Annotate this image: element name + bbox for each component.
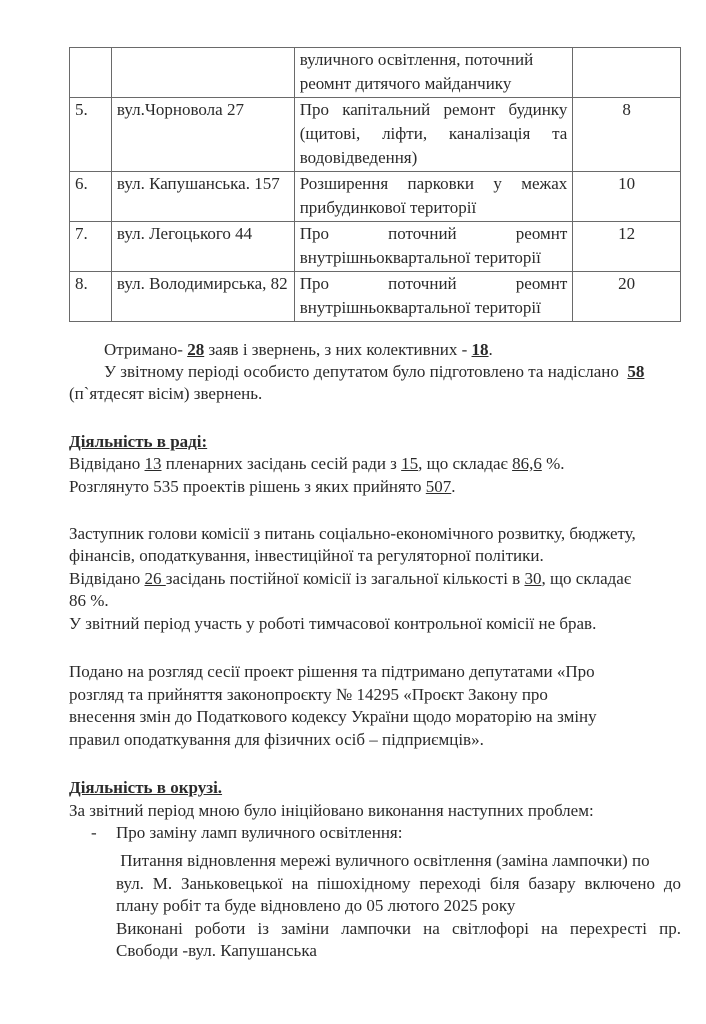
table-row (70, 172, 681, 222)
table-row (70, 98, 681, 172)
row-address (111, 48, 294, 98)
bullet-title: Про заміну ламп вуличного освітлення: (116, 823, 403, 842)
row-address: вул. Капушанська. 157 (111, 172, 294, 222)
row-count: 20 (573, 272, 681, 322)
role-line-1: Заступник голови комісії з питань соціально-економічного розвитку, бюджету, (69, 524, 636, 543)
received-total: 28 (187, 340, 205, 359)
table-row (70, 222, 681, 272)
row-topic: вуличного освітлення, поточний реомнт дитячого майданчику (294, 48, 573, 98)
sessions-attended-line: Відвідано 13 пленарних засідань сесій ради з 15, що складає 86,6 %. (69, 454, 565, 473)
row-number: 5. (70, 98, 112, 172)
row-number (70, 48, 112, 98)
bill-line-1: Подано на розгляд сесії проект рішення та підтримано депутатами «Про (69, 662, 595, 681)
row-topic: Про поточний реомнт внутрішньоквартальної території (294, 222, 573, 272)
received-collective: 18 (471, 340, 489, 359)
lighting-para-line-1: Питання відновлення мережі вуличного освітлення (заміна лампочки) по (116, 851, 650, 870)
row-address: вул.Чорновола 27 (111, 98, 294, 172)
council-heading: Діяльність в раді: (69, 432, 208, 451)
commission-attended-line: Відвідано 26 засідань постійної комісії із загальної кількості в 30, що складає (69, 569, 632, 588)
appeals-sent-line: У звітному періоді особисто депутатом було підготовлено та надіслано 58 (104, 362, 645, 381)
row-number: 8. (70, 272, 112, 322)
temp-commission-line: У звітний період участь у роботі тимчасової контрольної комісії не брав. (69, 614, 597, 633)
row-address: вул. Легоцького 44 (111, 222, 294, 272)
traffic-light-line-2: Свободи -вул. Капушанська (116, 941, 317, 960)
appeals-table (69, 47, 681, 322)
row-count: 10 (573, 172, 681, 222)
bill-line-4: правил оподаткування для фізичних осіб – підприємців». (69, 730, 484, 749)
bullet-dash: - (91, 823, 97, 842)
lighting-para-line-2: вул. М. Заньковецької на пішохідному переході біля базару включено до (116, 874, 681, 893)
row-number: 6. (70, 172, 112, 222)
row-count: 8 (573, 98, 681, 172)
table-row (70, 48, 681, 98)
role-line-2: фінансів, оподаткування, інвестиційної та регуляторної політики. (69, 546, 544, 565)
bill-line-2: розгляд та прийняття законопроєкту № 14295 «Проєкт Закону про (69, 685, 548, 704)
appeals-sent-line-2: (п`ятдесят вісім) звернень. (69, 384, 263, 403)
commission-percent: 86 %. (69, 591, 109, 610)
lighting-para-line-3: плану робіт та буде відновлено до 05 лютого 2025 року (116, 896, 516, 915)
row-address: вул. Володимирська, 82 (111, 272, 294, 322)
drafts-line: Розглянуто 535 проектів рішень з яких прийнято 507. (69, 477, 456, 496)
appeals-received-line: Отримано- 28 заяв і звернень, з них колективних - 18. (104, 340, 493, 359)
row-topic: Про поточний реомнт внутрішньоквартальної території (294, 272, 573, 322)
row-topic: Про капітальний ремонт будинку (щитові, ліфти, каналізація та водовідведення) (294, 98, 573, 172)
row-count (573, 48, 681, 98)
sent-count: 58 (627, 362, 645, 381)
district-intro: За звітний період мною було ініційовано виконання наступних проблем: (69, 801, 594, 820)
row-number: 7. (70, 222, 112, 272)
bill-line-3: внесення змін до Податкового кодексу України щодо мораторію на зміну (69, 707, 597, 726)
district-heading: Діяльність в окрузі. (69, 778, 223, 797)
traffic-light-line-1: Виконані роботи із заміни лампочки на світлофорі на перехресті пр. (116, 919, 681, 938)
table-row (70, 272, 681, 322)
row-count: 12 (573, 222, 681, 272)
row-topic: Розширення парковки у межах прибудинкової території (294, 172, 573, 222)
